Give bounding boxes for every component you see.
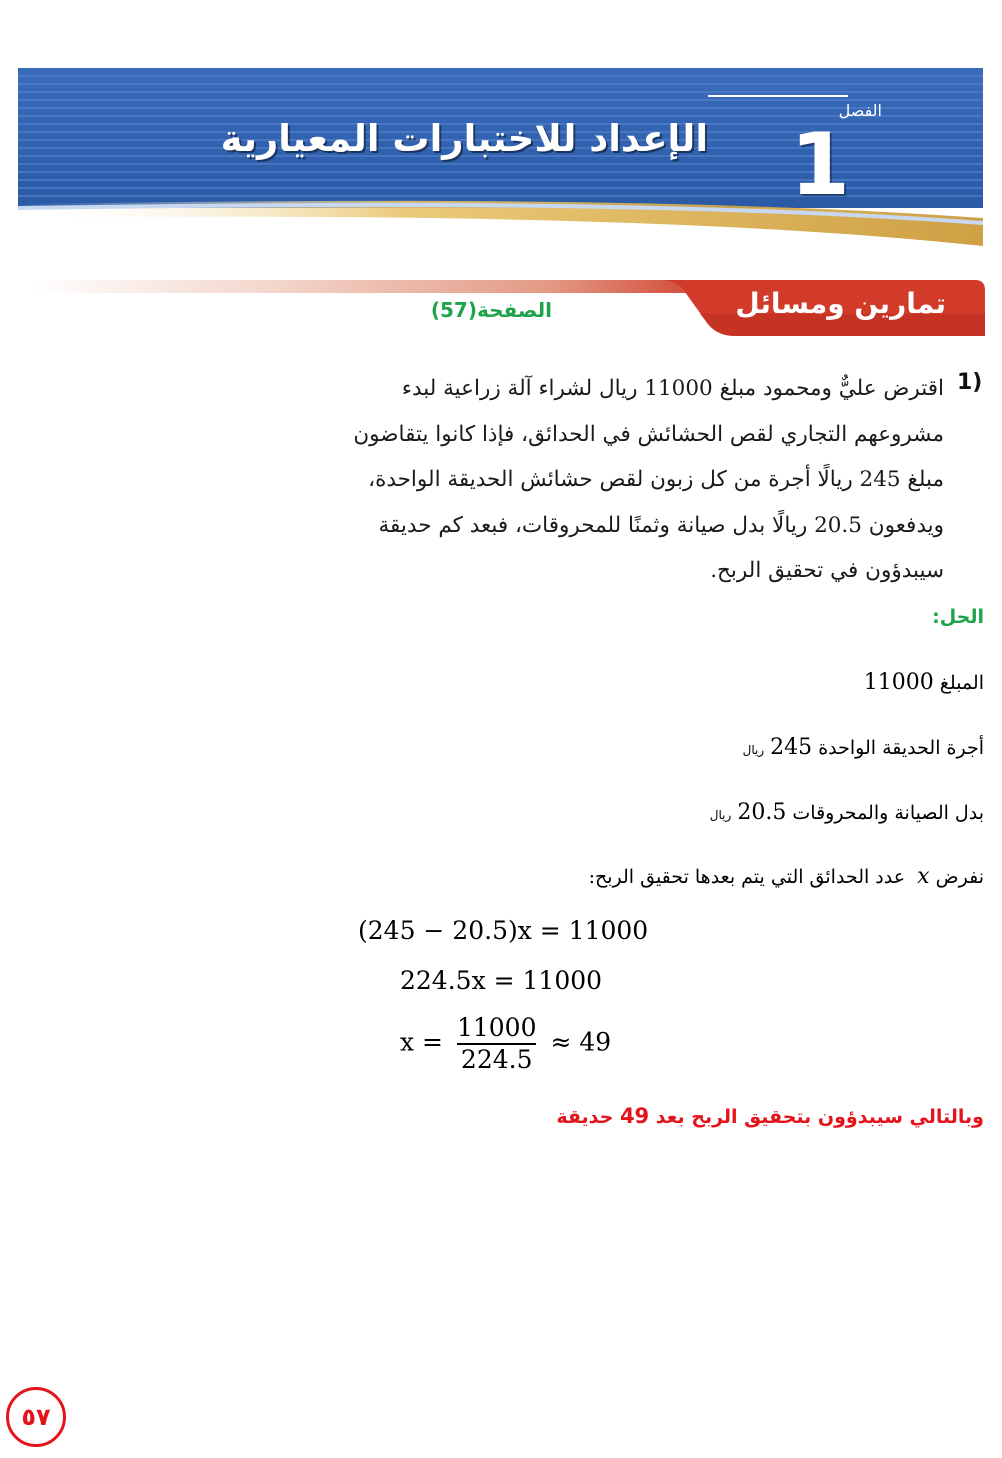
fee-line: [743, 735, 984, 760]
fraction: [457, 1013, 537, 1075]
equation-3-rhs: ≈ 49: [550, 1027, 612, 1057]
assume-text: عدد الحدائق التي يتم بعدها تحقيق الربح:: [588, 866, 906, 888]
equation-1: (245 − 20.5)x = 11000: [358, 916, 649, 945]
fraction-numerator: 11000: [456, 1013, 537, 1042]
assume-label: نفرض: [935, 866, 984, 888]
currency-unit: ريال: [709, 808, 732, 822]
fee-value: 245: [770, 735, 813, 760]
answer-suffix: حديقة: [556, 1106, 614, 1128]
page-reference: الصفحة(57): [430, 298, 552, 322]
assumption-line: [589, 864, 984, 889]
solution-heading: الحل:: [932, 606, 984, 628]
chapter-title: الإعداد للاختبارات المعيارية: [220, 117, 708, 160]
fee-label: أجرة الحديقة الواحدة: [818, 737, 984, 759]
maintenance-line: [710, 800, 984, 825]
variable: x: [917, 864, 930, 889]
chapter-number: 1: [790, 115, 850, 215]
problem-number: 1): [957, 370, 983, 395]
equation-2: 224.5x = 11000: [400, 966, 603, 995]
answer-value: 49: [619, 1104, 650, 1128]
final-answer: [556, 1104, 984, 1128]
answer-prefix: وبالتالي سيبدؤون بتحقيق الربح بعد: [655, 1106, 984, 1128]
chapter-word: الفصل: [838, 101, 882, 120]
maintenance-label: بدل الصيانة والمحروقات: [792, 802, 984, 824]
page-number-badge: ٥٧: [6, 1387, 66, 1447]
section-strip: [30, 280, 720, 293]
equation-3-lhs: x =: [400, 1027, 443, 1057]
amount-line: [864, 670, 984, 695]
problem-text: اقترض عليٌّ ومحمود مبلغ 11000 ريال لشراء آلة زراعية لبدء مشروعهم التجاري لقص الحشائش في الحدائق، فإذا كانوا يتقاضون مبلغ 245 ريالًا أجرة من كل زبون لقص حشائش الحديقة الواحدة، ويدفعون 20.5 ريالًا بدل صيانة وثمنًا للمحروقات، فبعد كم حديقة سيبدؤون في تحقيق الربح.: [353, 376, 944, 583]
currency-unit: ريال: [742, 743, 765, 757]
section-title: تمارين ومسائل: [735, 287, 946, 320]
fraction-denominator: 224.5: [457, 1043, 537, 1075]
equation-3: [400, 1013, 611, 1075]
amount-value: 11000: [863, 670, 934, 695]
maintenance-value: 20.5: [737, 800, 787, 825]
amount-label: المبلغ: [939, 672, 984, 694]
